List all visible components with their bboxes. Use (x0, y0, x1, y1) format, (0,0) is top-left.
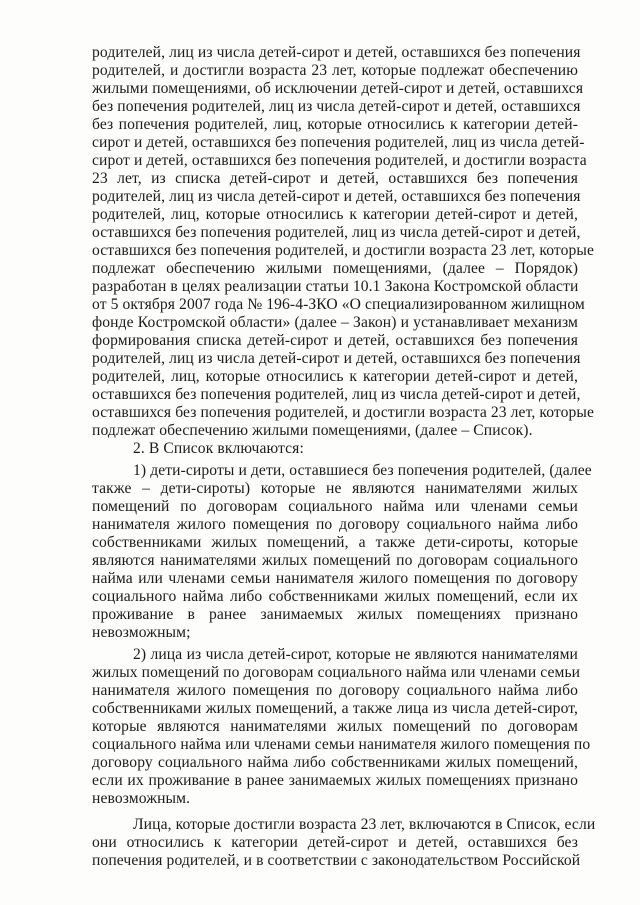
text-line: родителей, лиц из числа детей-сирот и детей, оставшихся без попечения (92, 350, 581, 367)
text-line: проживание в ранее занимаемых жилых помещениях признано (92, 606, 578, 623)
text-line: сирот и детей, оставшихся без попечения родителей, и достигли возраста (92, 152, 587, 169)
text-line: они относились к категории детей-сирот и детей, оставшихся без (92, 834, 578, 851)
text-line: подлежат обеспечению жилыми помещениями, (далее – Порядок) (92, 260, 578, 277)
section-heading: 2. В Список включаются: (133, 440, 304, 457)
text-line: фонде Костромской области» (далее – Закон) и устанавливает механизм (92, 314, 578, 331)
text-line: родителей, лиц из числа детей-сирот и детей, оставшихся без попечения (92, 188, 581, 205)
text-line: собственниками жилых помещений, а также дети-сироты, которые (92, 534, 578, 551)
text-line: жилыми помещениями, об исключении детей-сирот и детей, оставшихся (92, 80, 584, 97)
text-line: родителей, лиц, которые относились к категории детей-сирот и детей, (92, 368, 578, 385)
text-line: жилых помещений по договорам социального найма или членами семьи (92, 664, 581, 681)
text-line: родителей, лиц, которые относились к категории детей-сирот и детей, (92, 206, 578, 223)
text-line: оставшихся без попечения родителей, и достигли возраста 23 лет, которые (92, 404, 594, 421)
text-line: если их проживание в ранее занимаемых жилых помещениях признано (92, 772, 578, 789)
text-line: невозможным. (92, 790, 191, 807)
text-line: оставшихся без попечения родителей, лиц из числа детей-сирот и детей, (92, 224, 581, 241)
text-line: помещений по договорам социального найма или членами семьи (92, 498, 578, 515)
text-line: социального найма либо собственниками жилых помещений, если их (92, 588, 578, 605)
text-line: также – дети-сироты) которые не являются нанимателями жилых (92, 480, 578, 497)
text-line: попечения родителей, и в соответствии с законодательством Российской (92, 852, 581, 869)
text-line: договору социального найма либо собственниками жилых помещений, (92, 754, 578, 771)
text-line: от 5 октября 2007 года № 196-4-ЗКО «О специализированном жилищном (92, 296, 585, 313)
text-line: родителей, лиц из числа детей-сирот и детей, оставшихся без попечения (92, 44, 581, 61)
text-line: родителей, и достигли возраста 23 лет, которые подлежат обеспечению (92, 62, 578, 79)
text-line: сирот и детей, оставшихся без попечения родителей, лиц из числа детей- (92, 134, 585, 151)
text-line: 1) дети-сироты и дети, оставшиеся без попечения родителей, (далее (133, 462, 592, 479)
text-line: являются нанимателями жилых помещений по договорам социального (92, 552, 578, 569)
text-line: 23 лет, из списка детей-сирот и детей, оставшихся без попечения (92, 170, 578, 187)
text-line: без попечения родителей, лиц, которые относились к категории детей- (92, 116, 578, 133)
text-line: формирования списка детей-сирот и детей, оставшихся без попечения (92, 332, 578, 349)
text-line: которые являются нанимателями жилых помещений по договорам (92, 718, 578, 735)
text-line: оставшихся без попечения родителей, лиц из числа детей-сирот и детей, (92, 386, 581, 403)
text-line: нанимателя жилого помещения по договору социального найма либо (92, 682, 578, 699)
text-line: оставшихся без попечения родителей, и достигли возраста 23 лет, которые (92, 242, 594, 259)
text-line: найма или членами семьи нанимателя жилого помещения по договору (92, 570, 578, 587)
text-line: 2) лица из числа детей-сирот, которые не являются нанимателями (133, 646, 578, 663)
text-line: невозможным; (92, 624, 191, 641)
text-line: Лица, которые достигли возраста 23 лет, включаются в Список, если (133, 816, 596, 833)
text-line: подлежат обеспечению жилыми помещениями, (далее – Список). (92, 422, 533, 439)
text-line: социального найма или членами семьи нанимателя жилого помещения по (92, 736, 591, 753)
text-line: разработан в целях реализации статьи 10.1 Закона Костромской области (92, 278, 579, 295)
text-line: без попечения родителей, лиц из числа детей-сирот и детей, оставшихся (92, 98, 581, 115)
text-line: собственниками жилых помещений, а также лица из числа детей-сирот, (92, 700, 578, 717)
text-line: нанимателя жилого помещения по договору социального найма либо (92, 516, 578, 533)
